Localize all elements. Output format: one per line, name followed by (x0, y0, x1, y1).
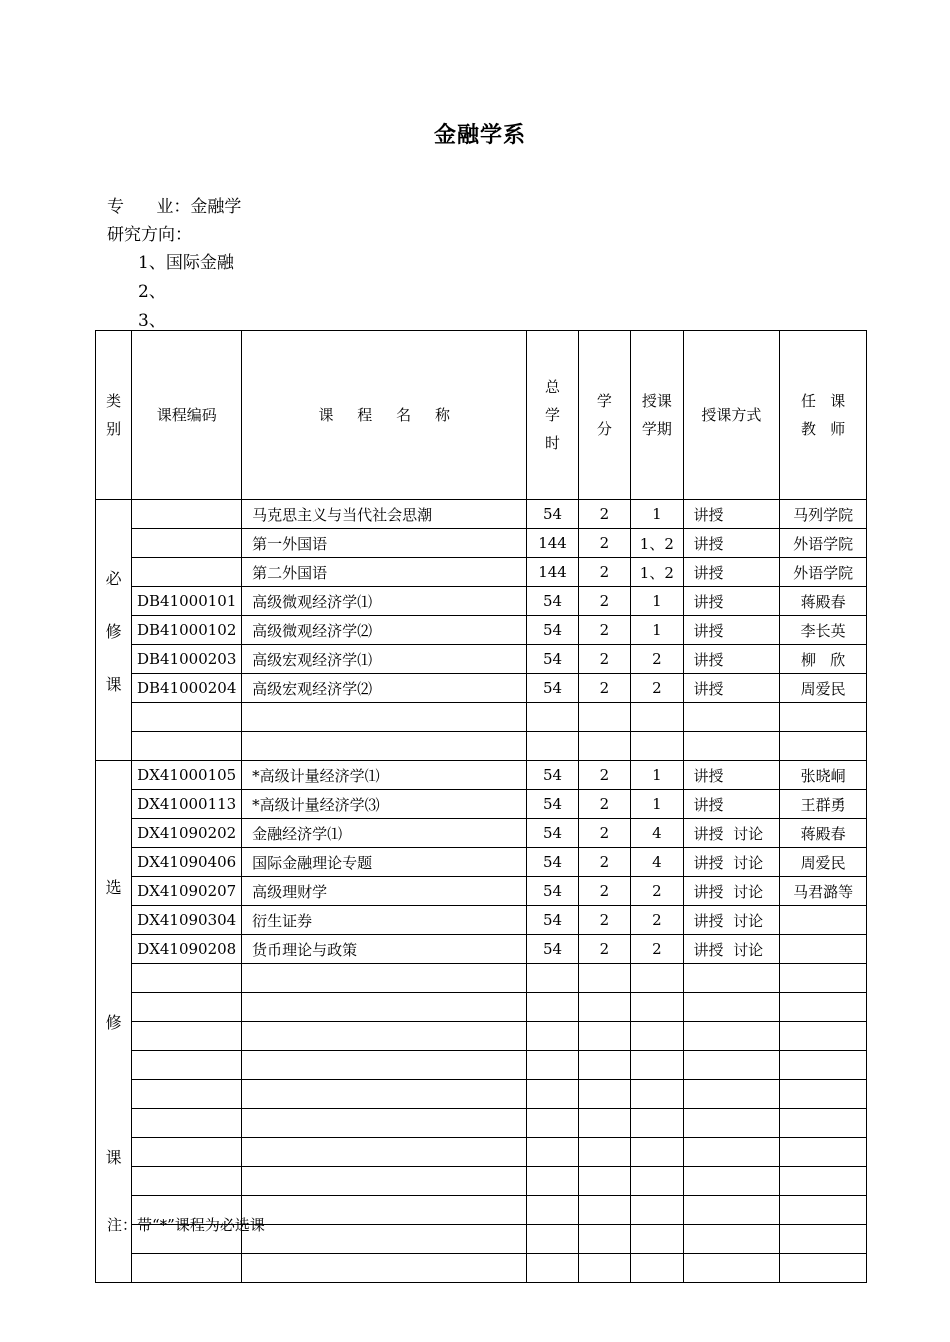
course-name-cell: 货币理论与政策 (242, 935, 527, 964)
teaching-method-cell (683, 1196, 780, 1225)
teaching-method-cell (683, 732, 780, 761)
semester-cell (631, 703, 683, 732)
table-header-row (96, 331, 867, 500)
course-code-cell: DX41000113 (132, 790, 242, 819)
course-name-cell: 高级宏观经济学⑴ (242, 645, 527, 674)
teacher-cell (780, 1109, 867, 1138)
teacher-cell (780, 1080, 867, 1109)
semester-cell: 1 (631, 500, 683, 529)
credit-cell (578, 703, 630, 732)
table-row (96, 906, 867, 935)
semester-cell (631, 1080, 683, 1109)
total-hours-cell: 54 (527, 906, 578, 935)
header-course-name: 课 程 名 称 (242, 331, 527, 500)
header-teacher: 任 课 教 师 (780, 331, 867, 500)
category-char: 修 (105, 621, 122, 641)
research-direction-item: 3、 (138, 311, 166, 331)
total-hours-cell (527, 732, 578, 761)
credit-cell: 2 (578, 819, 630, 848)
teacher-cell: 马列学院 (780, 500, 867, 529)
course-code-cell (132, 1051, 242, 1080)
total-hours-cell: 54 (527, 848, 578, 877)
course-code-cell (132, 1109, 242, 1138)
teacher-cell (780, 1138, 867, 1167)
course-code-cell: DX41090208 (132, 935, 242, 964)
credit-cell: 2 (578, 848, 630, 877)
teaching-method-cell: 讲授 (683, 645, 780, 674)
semester-cell: 1、2 (631, 558, 683, 587)
teacher-cell (780, 732, 867, 761)
semester-cell (631, 1254, 683, 1283)
semester-cell (631, 964, 683, 993)
semester-cell: 2 (631, 906, 683, 935)
table-row (96, 1167, 867, 1196)
teacher-cell (780, 964, 867, 993)
teacher-cell (780, 1196, 867, 1225)
table-row (96, 703, 867, 732)
total-hours-cell: 54 (527, 500, 578, 529)
teaching-method-cell: 讲授 讨论 (683, 906, 780, 935)
teaching-method-cell (683, 1051, 780, 1080)
credit-cell (578, 1138, 630, 1167)
course-code-cell: DX41090202 (132, 819, 242, 848)
total-hours-cell: 54 (527, 935, 578, 964)
total-hours-cell: 54 (527, 674, 578, 703)
course-table (95, 330, 867, 1283)
course-name-cell: 金融经济学⑴ (242, 819, 527, 848)
table-row (96, 964, 867, 993)
table-row (96, 645, 867, 674)
course-code-cell (132, 1138, 242, 1167)
course-name-cell (242, 1196, 527, 1225)
teacher-cell (780, 906, 867, 935)
course-name-cell (242, 1080, 527, 1109)
table-row (96, 587, 867, 616)
credit-cell (578, 1196, 630, 1225)
table-row (96, 1022, 867, 1051)
teaching-method-cell: 讲授 讨论 (683, 848, 780, 877)
course-code-cell (132, 993, 242, 1022)
course-name-cell: 高级微观经济学⑵ (242, 616, 527, 645)
table-row (96, 1138, 867, 1167)
course-code-cell (132, 732, 242, 761)
credit-cell (578, 1254, 630, 1283)
semester-cell (631, 993, 683, 1022)
table-row (96, 993, 867, 1022)
teacher-cell (780, 935, 867, 964)
course-name-cell: *高级计量经济学⑴ (242, 761, 527, 790)
total-hours-cell: 54 (527, 645, 578, 674)
semester-cell: 2 (631, 674, 683, 703)
credit-cell: 2 (578, 761, 630, 790)
teaching-method-cell (683, 1225, 780, 1254)
table-row (96, 616, 867, 645)
semester-cell: 1、2 (631, 529, 683, 558)
semester-cell (631, 1167, 683, 1196)
total-hours-cell: 54 (527, 761, 578, 790)
credit-cell: 2 (578, 906, 630, 935)
total-hours-cell (527, 1109, 578, 1138)
table-row (96, 761, 867, 790)
teacher-cell: 蒋殿春 (780, 587, 867, 616)
total-hours-cell: 144 (527, 558, 578, 587)
teacher-cell: 张晓峒 (780, 761, 867, 790)
teacher-cell (780, 993, 867, 1022)
header-teaching-method: 授课方式 (683, 331, 780, 500)
teaching-method-cell (683, 1254, 780, 1283)
course-code-cell: DX41000105 (132, 761, 242, 790)
teacher-cell (780, 1022, 867, 1051)
credit-cell: 2 (578, 529, 630, 558)
teaching-method-cell: 讲授 (683, 761, 780, 790)
table-row (96, 935, 867, 964)
course-name-cell (242, 1254, 527, 1283)
credit-cell (578, 1225, 630, 1254)
teaching-method-cell (683, 1022, 780, 1051)
course-name-cell: 高级理财学 (242, 877, 527, 906)
semester-cell (631, 1225, 683, 1254)
semester-cell (631, 1051, 683, 1080)
teacher-cell (780, 1225, 867, 1254)
teacher-cell (780, 1051, 867, 1080)
total-hours-cell (527, 1022, 578, 1051)
table-row (96, 732, 867, 761)
credit-cell: 2 (578, 558, 630, 587)
table-row (96, 790, 867, 819)
teacher-cell: 李长英 (780, 616, 867, 645)
teacher-cell: 外语学院 (780, 558, 867, 587)
teacher-cell: 蒋殿春 (780, 819, 867, 848)
course-code-cell: DB41000204 (132, 674, 242, 703)
teaching-method-cell (683, 964, 780, 993)
course-code-cell: DB41000101 (132, 587, 242, 616)
teaching-method-cell: 讲授 (683, 529, 780, 558)
teaching-method-cell (683, 1138, 780, 1167)
semester-cell: 1 (631, 761, 683, 790)
category-char: 修 (105, 1013, 122, 1032)
category-char: 课 (105, 674, 122, 694)
table-row (96, 529, 867, 558)
course-code-cell (132, 1022, 242, 1051)
total-hours-cell (527, 1138, 578, 1167)
course-code-cell (132, 558, 242, 587)
teaching-method-cell (683, 1167, 780, 1196)
course-name-cell (242, 1109, 527, 1138)
total-hours-cell (527, 964, 578, 993)
category-char: 必 (105, 568, 122, 588)
research-direction-item: 2、 (138, 282, 166, 302)
course-name-cell: 第二外国语 (242, 558, 527, 587)
credit-cell (578, 964, 630, 993)
table-row (96, 558, 867, 587)
course-name-cell: 衍生证券 (242, 906, 527, 935)
credit-cell (578, 1167, 630, 1196)
required-courses-label (96, 500, 132, 761)
credit-cell: 2 (578, 616, 630, 645)
teacher-cell (780, 703, 867, 732)
total-hours-cell: 54 (527, 616, 578, 645)
credit-cell (578, 1051, 630, 1080)
course-name-cell (242, 1167, 527, 1196)
course-code-cell (132, 703, 242, 732)
teacher-cell: 周爱民 (780, 848, 867, 877)
teaching-method-cell (683, 1080, 780, 1109)
total-hours-cell (527, 1254, 578, 1283)
course-code-cell: DX41090207 (132, 877, 242, 906)
credit-cell: 2 (578, 877, 630, 906)
credit-cell (578, 1109, 630, 1138)
table-row (96, 1051, 867, 1080)
credit-cell: 2 (578, 790, 630, 819)
teaching-method-cell: 讲授 (683, 790, 780, 819)
category-char: 选 (105, 878, 122, 897)
total-hours-cell (527, 1051, 578, 1080)
course-name-cell: 高级微观经济学⑴ (242, 587, 527, 616)
course-code-cell (132, 1167, 242, 1196)
semester-cell: 2 (631, 935, 683, 964)
page-title: 金融学系 (433, 123, 526, 148)
semester-cell (631, 1138, 683, 1167)
table-row (96, 674, 867, 703)
semester-cell: 1 (631, 587, 683, 616)
teaching-method-cell: 讲授 讨论 (683, 935, 780, 964)
teaching-method-cell: 讲授 讨论 (683, 877, 780, 906)
credit-cell: 2 (578, 674, 630, 703)
credit-cell (578, 1022, 630, 1051)
header-credit: 学 分 (578, 331, 630, 500)
semester-cell (631, 1109, 683, 1138)
semester-cell: 2 (631, 645, 683, 674)
table-row (96, 1254, 867, 1283)
credit-cell (578, 993, 630, 1022)
course-name-cell: 高级宏观经济学⑵ (242, 674, 527, 703)
course-name-cell: 国际金融理论专题 (242, 848, 527, 877)
total-hours-cell (527, 1196, 578, 1225)
total-hours-cell: 54 (527, 819, 578, 848)
teacher-cell: 王群勇 (780, 790, 867, 819)
course-name-cell (242, 1225, 527, 1254)
teacher-cell: 周爱民 (780, 674, 867, 703)
teacher-cell: 柳 欣 (780, 645, 867, 674)
course-name-cell: 马克思主义与当代社会思潮 (242, 500, 527, 529)
total-hours-cell (527, 993, 578, 1022)
semester-cell (631, 732, 683, 761)
table-row (96, 1080, 867, 1109)
semester-cell: 1 (631, 616, 683, 645)
course-code-cell: DB41000203 (132, 645, 242, 674)
total-hours-cell: 144 (527, 529, 578, 558)
elective-courses-label (96, 761, 132, 1283)
course-code-cell: DX41090304 (132, 906, 242, 935)
teaching-method-cell (683, 1109, 780, 1138)
category-char: 课 (105, 1148, 122, 1167)
total-hours-cell: 54 (527, 877, 578, 906)
total-hours-cell (527, 1167, 578, 1196)
major-line: 专 业：金融学 (107, 197, 242, 217)
course-name-cell (242, 1138, 527, 1167)
course-code-cell: DX41090406 (132, 848, 242, 877)
table-row (96, 1109, 867, 1138)
table-row (96, 819, 867, 848)
header-semester: 授课 学期 (631, 331, 683, 500)
credit-cell: 2 (578, 935, 630, 964)
credit-cell: 2 (578, 645, 630, 674)
header-total-hours: 总 学 时 (527, 331, 578, 500)
teaching-method-cell: 讲授 (683, 500, 780, 529)
course-name-cell (242, 964, 527, 993)
teaching-method-cell: 讲授 (683, 616, 780, 645)
course-name-cell: 第一外国语 (242, 529, 527, 558)
course-code-cell (132, 529, 242, 558)
table-row (96, 848, 867, 877)
total-hours-cell: 54 (527, 587, 578, 616)
header-category: 类 别 (96, 331, 132, 500)
total-hours-cell (527, 703, 578, 732)
header-course-code: 课程编码 (132, 331, 242, 500)
semester-cell: 4 (631, 819, 683, 848)
research-direction-label: 研究方向： (107, 225, 192, 245)
course-name-cell: *高级计量经济学⑶ (242, 790, 527, 819)
course-code-cell: DB41000102 (132, 616, 242, 645)
credit-cell: 2 (578, 587, 630, 616)
course-name-cell (242, 1022, 527, 1051)
teacher-cell (780, 1254, 867, 1283)
table-row (96, 500, 867, 529)
research-direction-item: 1、国际金融 (138, 253, 234, 273)
credit-cell: 2 (578, 500, 630, 529)
total-hours-cell: 54 (527, 790, 578, 819)
semester-cell: 2 (631, 877, 683, 906)
teaching-method-cell (683, 993, 780, 1022)
course-code-cell (132, 500, 242, 529)
credit-cell (578, 732, 630, 761)
semester-cell (631, 1022, 683, 1051)
teaching-method-cell: 讲授 讨论 (683, 819, 780, 848)
teaching-method-cell (683, 703, 780, 732)
course-name-cell (242, 993, 527, 1022)
teaching-method-cell: 讲授 (683, 558, 780, 587)
total-hours-cell (527, 1080, 578, 1109)
table-row (96, 877, 867, 906)
total-hours-cell (527, 1225, 578, 1254)
course-code-cell (132, 1254, 242, 1283)
course-name-cell (242, 703, 527, 732)
course-name-cell (242, 1051, 527, 1080)
credit-cell (578, 1080, 630, 1109)
semester-cell (631, 1196, 683, 1225)
course-name-cell (242, 732, 527, 761)
teaching-method-cell: 讲授 (683, 674, 780, 703)
teacher-cell: 马君潞等 (780, 877, 867, 906)
semester-cell: 1 (631, 790, 683, 819)
footnote: 注：带“*”课程为必选课 (107, 1216, 265, 1234)
course-code-cell (132, 1080, 242, 1109)
teacher-cell: 外语学院 (780, 529, 867, 558)
teacher-cell (780, 1167, 867, 1196)
teaching-method-cell: 讲授 (683, 587, 780, 616)
semester-cell: 4 (631, 848, 683, 877)
course-code-cell (132, 964, 242, 993)
